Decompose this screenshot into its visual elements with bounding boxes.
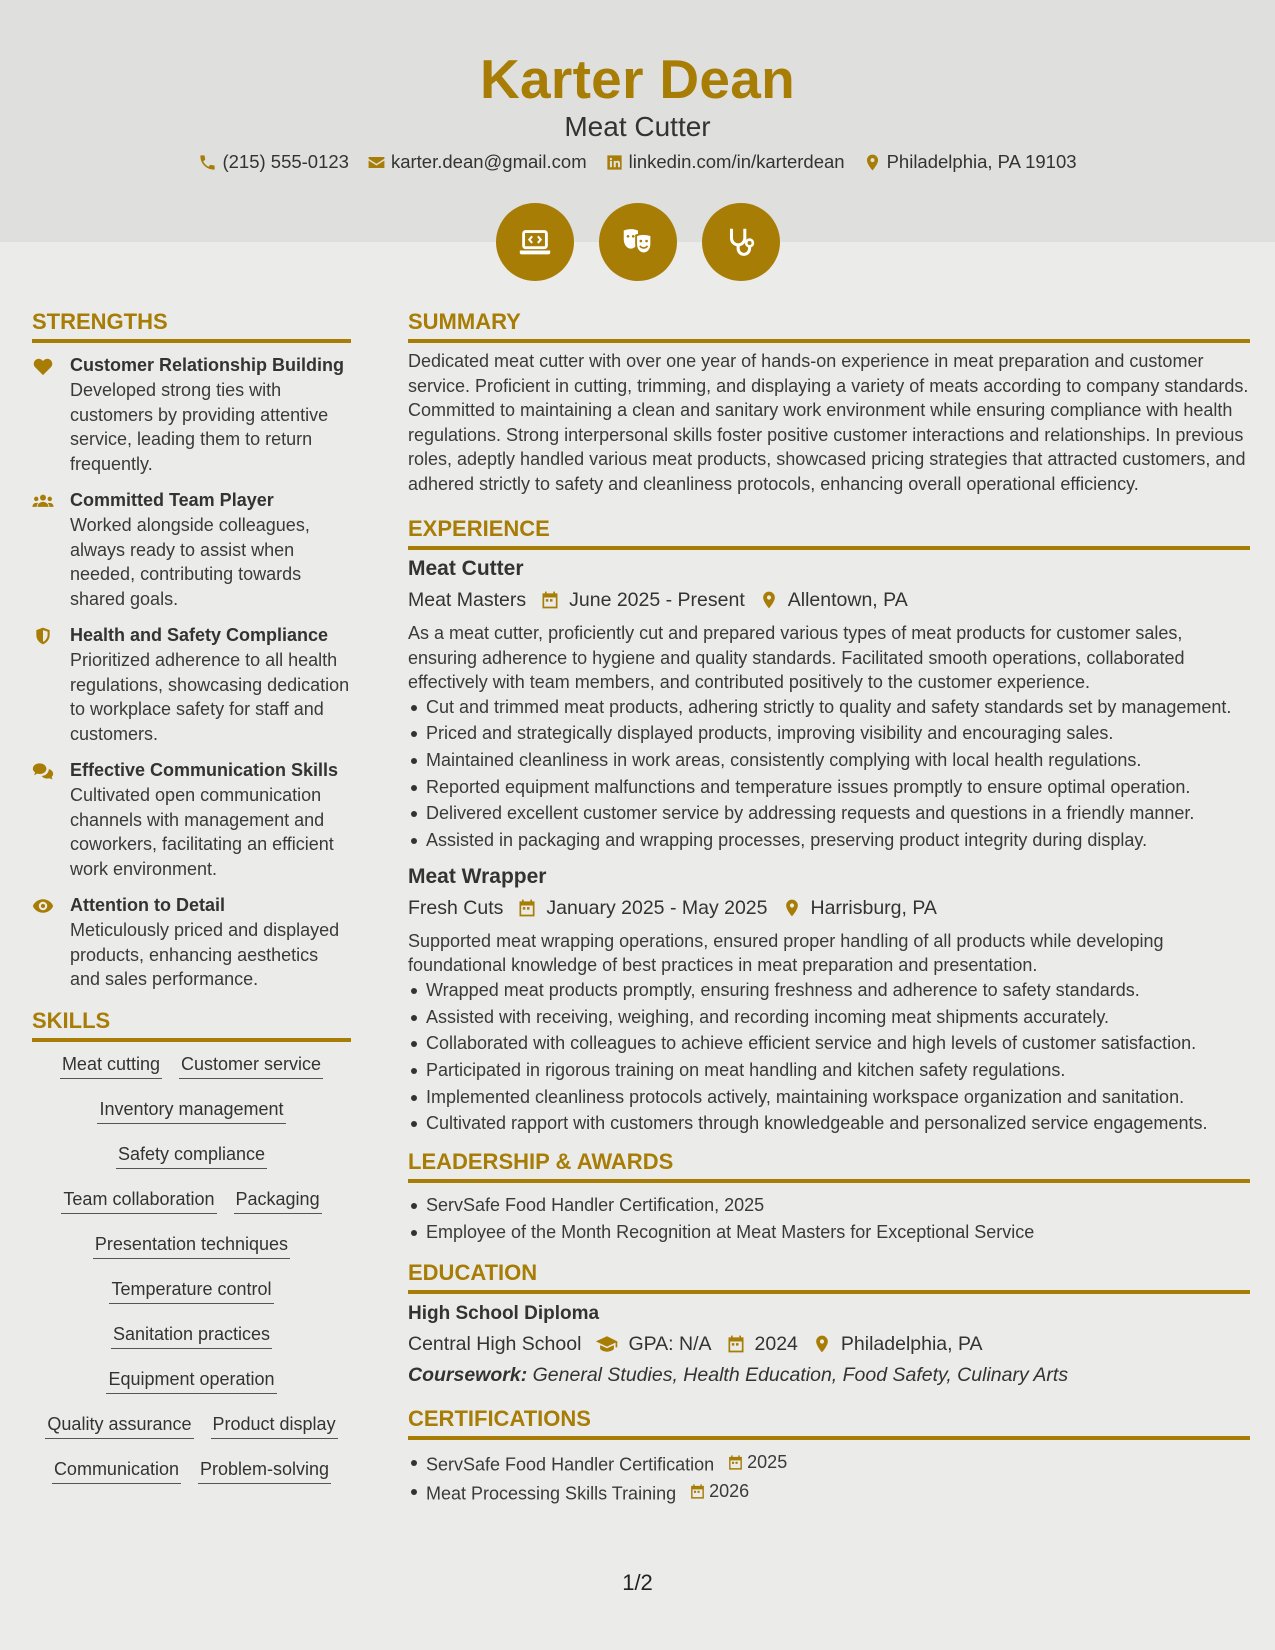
strength-desc: Cultivated open communication channels with management and coworkers, facilitating an efficient work environment. bbox=[70, 785, 334, 879]
skill-tag: Sanitation practices bbox=[111, 1322, 272, 1349]
job-company: Fresh Cuts bbox=[408, 896, 504, 919]
eye-icon bbox=[32, 896, 54, 916]
list-item bbox=[408, 1479, 1250, 1506]
list-item: Participated in rigorous training on meat handling and kitchen safety regulations. bbox=[408, 1058, 1250, 1082]
skill-tag: Temperature control bbox=[109, 1277, 273, 1304]
location-pin-icon bbox=[863, 153, 882, 172]
list-item: Employee of the Month Recognition at Meat Masters for Exceptional Service bbox=[408, 1220, 1250, 1244]
phone-text: (215) 555-0123 bbox=[222, 151, 349, 172]
job-description: Supported meat wrapping operations, ensured proper handling of all products while developing foundational knowledge of best practices in meat preparation and presentation. bbox=[408, 930, 1164, 976]
strength-item bbox=[32, 488, 351, 611]
strength-desc: Developed strong ties with customers by providing attentive service, leading them to return frequently. bbox=[70, 380, 329, 474]
comments-icon bbox=[32, 761, 54, 781]
job-bullets bbox=[408, 978, 1250, 1135]
education-meta bbox=[408, 1328, 1250, 1360]
calendar-icon bbox=[726, 1334, 746, 1354]
laptop-code-badge bbox=[496, 203, 574, 281]
stethoscope-badge bbox=[702, 203, 780, 281]
job-dates: January 2025 - May 2025 bbox=[546, 896, 768, 919]
strength-title: Customer Relationship Building bbox=[70, 355, 345, 375]
right-column bbox=[408, 305, 1250, 1508]
list-item: Cut and trimmed meat products, adhering strictly to quality and safety standards set by management. bbox=[408, 695, 1250, 719]
coursework-label: Coursework: bbox=[408, 1364, 528, 1387]
cert-name: ServSafe Food Handler Certification bbox=[426, 1454, 715, 1475]
list-item: Maintained cleanliness in work areas, consistently complying with local health regulations. bbox=[408, 748, 1250, 772]
contact-bar bbox=[0, 151, 1275, 173]
skill-tag: Team collaboration bbox=[61, 1187, 216, 1214]
location-text: Philadelphia, PA 19103 bbox=[886, 151, 1077, 172]
certifications-heading: CERTIFICATIONS bbox=[408, 1402, 1250, 1440]
phone-icon bbox=[198, 153, 217, 172]
envelope-icon bbox=[367, 153, 386, 172]
candidate-title: Meat Cutter bbox=[564, 111, 711, 142]
job-description: As a meat cutter, proficiently cut and prepared various types of meat products for customer sales, ensuring adherence to hygiene and quality standards. Facilitated smooth operations, collaborated effectively with team members, and contributed positively to the customer experience. bbox=[408, 623, 1185, 692]
list-item: Delivered excellent customer service by addressing requests and questions in a friendly manner. bbox=[408, 801, 1250, 825]
theater-masks-icon bbox=[619, 223, 657, 261]
job-meta bbox=[408, 584, 1250, 616]
strength-title: Effective Communication Skills bbox=[70, 760, 339, 780]
badge-row bbox=[0, 203, 1275, 281]
job-title: Meat Cutter bbox=[408, 557, 524, 580]
cert-name: Meat Processing Skills Training bbox=[426, 1483, 677, 1504]
leadership-list bbox=[408, 1193, 1250, 1244]
strength-desc: Worked alongside colleagues, always ready to assist when needed, contributing towards shared goals. bbox=[70, 515, 310, 609]
skill-tag: Communication bbox=[52, 1457, 181, 1484]
summary-heading: SUMMARY bbox=[408, 305, 1250, 343]
skill-tag: Equipment operation bbox=[106, 1367, 276, 1394]
job-location: Allentown, PA bbox=[787, 589, 908, 611]
skill-tag: Packaging bbox=[234, 1187, 322, 1214]
job-entry bbox=[408, 862, 1250, 1135]
skill-tag: Problem-solving bbox=[198, 1457, 331, 1484]
calendar-icon bbox=[540, 590, 560, 610]
candidate-name: Karter Dean bbox=[479, 48, 796, 110]
calendar-icon bbox=[727, 1454, 744, 1471]
list-item: Wrapped meat products promptly, ensuring freshness and adherence to safety standards. bbox=[408, 978, 1250, 1002]
theater-masks-badge bbox=[599, 203, 677, 281]
cert-year: 2025 bbox=[747, 1452, 788, 1473]
contact-email[interactable] bbox=[367, 151, 587, 173]
strength-item bbox=[32, 623, 351, 746]
job-bullets bbox=[408, 695, 1250, 852]
skill-tag: Safety compliance bbox=[116, 1142, 267, 1169]
skills-list bbox=[32, 1052, 351, 1484]
calendar-icon bbox=[517, 898, 537, 918]
certifications-list bbox=[408, 1450, 1250, 1506]
stethoscope-icon bbox=[722, 223, 760, 261]
school-location: Philadelphia, PA bbox=[840, 1333, 983, 1356]
education-heading: EDUCATION bbox=[408, 1256, 1250, 1294]
strengths-heading: STRENGTHS bbox=[32, 305, 351, 343]
strength-title: Attention to Detail bbox=[70, 895, 225, 915]
list-item: Implemented cleanliness protocols actively, maintaining workspace organization and sanitation. bbox=[408, 1085, 1250, 1109]
graduation-year: 2024 bbox=[754, 1333, 798, 1356]
skill-tag: Quality assurance bbox=[45, 1412, 193, 1439]
strength-item bbox=[32, 893, 351, 992]
skill-tag: Meat cutting bbox=[60, 1052, 162, 1079]
linkedin-icon bbox=[605, 153, 624, 172]
email-text: karter.dean@gmail.com bbox=[390, 151, 587, 172]
job-dates: June 2025 - Present bbox=[569, 589, 745, 611]
summary-text: Dedicated meat cutter with over one year of hands-on experience in meat preparation and customer service. Proficient in cutting, trimming, and displaying a variety of meats according to company standards. Committed to maintaining a clean and sanitary work environment while ensuring compliance with health regulations. Strong interpersonal skills foster positive customer interactions and relationships. In previous roles, adeptly handled various meat products, showcased pricing strategies that attracted customers, and adhered strictly to safety and cleanliness protocols, enhancing overall operational efficiency. bbox=[408, 351, 1249, 494]
job-company: Meat Masters bbox=[408, 589, 527, 611]
degree: High School Diploma bbox=[408, 1303, 600, 1325]
education-entry bbox=[408, 1300, 1250, 1390]
skill-tag: Presentation techniques bbox=[93, 1232, 290, 1259]
list-item: Cultivated rapport with customers through knowledgeable and personalized service engagements. bbox=[408, 1111, 1250, 1135]
cert-year: 2026 bbox=[709, 1481, 750, 1502]
users-icon bbox=[32, 491, 54, 511]
skill-tag: Product display bbox=[211, 1412, 338, 1439]
list-item: ServSafe Food Handler Certification, 2025 bbox=[408, 1193, 1250, 1217]
experience-heading: EXPERIENCE bbox=[408, 512, 1250, 550]
location-pin-icon bbox=[759, 590, 779, 610]
contact-linkedin[interactable] bbox=[605, 151, 845, 173]
list-item bbox=[408, 1450, 1250, 1477]
contact-location bbox=[863, 151, 1077, 173]
list-item: Reported equipment malfunctions and temperature issues promptly to ensure optimal operation. bbox=[408, 775, 1250, 799]
skill-tag: Inventory management bbox=[97, 1097, 285, 1124]
strength-title: Health and Safety Compliance bbox=[70, 625, 329, 645]
heart-icon bbox=[32, 356, 54, 376]
shield-icon bbox=[32, 626, 54, 646]
gpa: GPA: N/A bbox=[628, 1333, 712, 1356]
strength-item bbox=[32, 758, 351, 881]
job-meta bbox=[408, 892, 1250, 924]
skill-tag: Customer service bbox=[179, 1052, 323, 1079]
location-pin-icon bbox=[812, 1334, 832, 1354]
strength-item bbox=[32, 353, 351, 476]
graduation-cap-icon bbox=[595, 1334, 619, 1354]
job-entry bbox=[408, 554, 1250, 852]
location-pin-icon bbox=[782, 898, 802, 918]
skills-heading: SKILLS bbox=[32, 1004, 351, 1042]
linkedin-text: linkedin.com/in/karterdean bbox=[628, 151, 845, 172]
list-item: Priced and strategically displayed products, improving visibility and encouraging sales. bbox=[408, 721, 1250, 745]
strength-desc: Prioritized adherence to all health regulations, showcasing dedication to workplace safety for staff and customers. bbox=[70, 650, 350, 744]
page-number: 1/2 bbox=[622, 1570, 653, 1595]
list-item: Assisted in packaging and wrapping processes, preserving product integrity during display. bbox=[408, 828, 1250, 852]
list-item: Assisted with receiving, weighing, and recording incoming meat shipments accurately. bbox=[408, 1005, 1250, 1029]
left-column bbox=[32, 305, 351, 1502]
school-name: Central High School bbox=[408, 1333, 582, 1356]
strength-desc: Meticulously priced and displayed products, enhancing aesthetics and sales performance. bbox=[70, 920, 340, 989]
coursework-list: General Studies, Health Education, Food Safety, Culinary Arts bbox=[532, 1364, 1069, 1387]
coursework bbox=[408, 1360, 1250, 1390]
list-item: Collaborated with colleagues to achieve efficient service and high levels of customer satisfaction. bbox=[408, 1031, 1250, 1055]
job-location: Harrisburg, PA bbox=[810, 896, 937, 919]
contact-phone[interactable] bbox=[198, 151, 349, 173]
leadership-heading: LEADERSHIP & AWARDS bbox=[408, 1145, 1250, 1183]
calendar-icon bbox=[689, 1483, 706, 1500]
laptop-code-icon bbox=[516, 223, 554, 261]
job-title: Meat Wrapper bbox=[408, 864, 547, 888]
strength-title: Committed Team Player bbox=[70, 490, 274, 510]
